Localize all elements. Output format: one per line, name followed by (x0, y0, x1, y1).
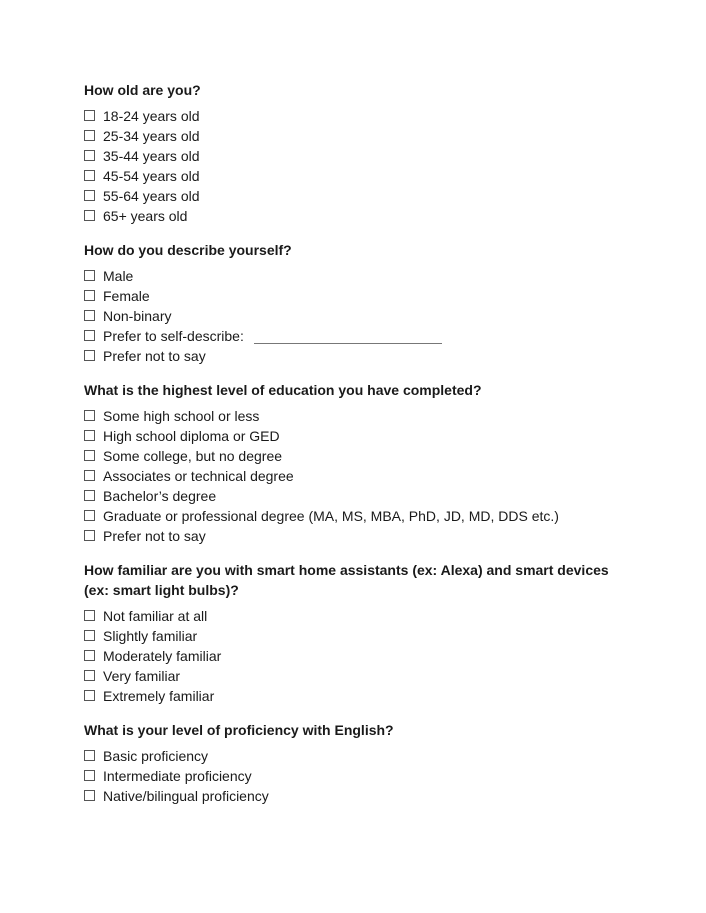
option-row (84, 426, 622, 446)
option-label: 55-64 years old (103, 188, 200, 204)
checkbox-unchecked-icon[interactable] (84, 750, 95, 761)
option-row (84, 346, 622, 366)
option-row (84, 686, 622, 706)
option-row (84, 326, 622, 346)
option-row (84, 606, 622, 626)
option-label: Prefer not to say (103, 528, 206, 544)
option-label: Basic proficiency (103, 748, 209, 764)
option-label: 25-34 years old (103, 128, 200, 144)
question-block (84, 560, 622, 706)
question-title: How old are you? (84, 82, 201, 98)
option-row (84, 406, 622, 426)
option-label: 45-54 years old (103, 168, 200, 184)
option-row (84, 766, 622, 786)
checkbox-unchecked-icon[interactable] (84, 650, 95, 661)
checkbox-unchecked-icon[interactable] (84, 330, 95, 341)
option-row (84, 206, 622, 226)
checkbox-unchecked-icon[interactable] (84, 130, 95, 141)
option-label: Slightly familiar (103, 628, 198, 644)
option-label: Associates or technical degree (103, 468, 294, 484)
checkbox-unchecked-icon[interactable] (84, 530, 95, 541)
checkbox-unchecked-icon[interactable] (84, 610, 95, 621)
checkbox-unchecked-icon[interactable] (84, 350, 95, 361)
option-row (84, 186, 622, 206)
question-title: How familiar are you with smart home assistants (ex: Alexa) and smart devices (ex: smart light bulbs)? (84, 562, 609, 598)
question-block (84, 80, 622, 226)
checkbox-unchecked-icon[interactable] (84, 470, 95, 481)
question-title: What is the highest level of education you have completed? (84, 382, 482, 398)
checkbox-unchecked-icon[interactable] (84, 110, 95, 121)
checkbox-unchecked-icon[interactable] (84, 690, 95, 701)
option-row (84, 486, 622, 506)
checkbox-unchecked-icon[interactable] (84, 510, 95, 521)
option-label: 35-44 years old (103, 148, 200, 164)
options (84, 266, 622, 366)
option-row (84, 786, 622, 806)
option-label: Prefer not to say (103, 348, 206, 364)
option-label: Some college, but no degree (103, 448, 283, 464)
option-row (84, 526, 622, 546)
option-label: Prefer to self-describe: (103, 328, 244, 344)
option-row (84, 446, 622, 466)
options (84, 406, 622, 546)
option-label: Very familiar (103, 668, 181, 684)
question-block (84, 720, 622, 806)
option-label: 65+ years old (103, 208, 188, 224)
option-label: Graduate or professional degree (MA, MS, MBA, PhD, JD, MD, DDS etc.) (103, 508, 559, 524)
checkbox-unchecked-icon[interactable] (84, 630, 95, 641)
checkbox-unchecked-icon[interactable] (84, 410, 95, 421)
option-label: Intermediate proficiency (103, 768, 252, 784)
option-row (84, 746, 622, 766)
option-row (84, 146, 622, 166)
option-label: Bachelor’s degree (103, 488, 217, 504)
option-row (84, 646, 622, 666)
option-label: Native/bilingual proficiency (103, 788, 269, 804)
checkbox-unchecked-icon[interactable] (84, 210, 95, 221)
survey-body (84, 80, 622, 806)
checkbox-unchecked-icon[interactable] (84, 790, 95, 801)
self-describe-blank-line[interactable] (254, 330, 442, 344)
option-label: Some high school or less (103, 408, 260, 424)
checkbox-unchecked-icon[interactable] (84, 670, 95, 681)
checkbox-unchecked-icon[interactable] (84, 270, 95, 281)
options (84, 606, 622, 706)
option-label: Male (103, 268, 134, 284)
option-row (84, 506, 622, 526)
option-label: Moderately familiar (103, 648, 222, 664)
option-row (84, 466, 622, 486)
option-row (84, 166, 622, 186)
checkbox-unchecked-icon[interactable] (84, 770, 95, 781)
checkbox-unchecked-icon[interactable] (84, 170, 95, 181)
checkbox-unchecked-icon[interactable] (84, 150, 95, 161)
options (84, 746, 622, 806)
checkbox-unchecked-icon[interactable] (84, 450, 95, 461)
option-label: Extremely familiar (103, 688, 215, 704)
option-label: Female (103, 288, 150, 304)
option-row (84, 106, 622, 126)
option-row (84, 286, 622, 306)
question-title: What is your level of proficiency with English? (84, 722, 394, 738)
options (84, 106, 622, 226)
option-row (84, 306, 622, 326)
checkbox-unchecked-icon[interactable] (84, 290, 95, 301)
question-block (84, 240, 622, 366)
checkbox-unchecked-icon[interactable] (84, 310, 95, 321)
option-row (84, 266, 622, 286)
option-row (84, 626, 622, 646)
question-block (84, 380, 622, 546)
question-title: How do you describe yourself? (84, 242, 292, 258)
option-label: Not familiar at all (103, 608, 208, 624)
option-label: High school diploma or GED (103, 428, 280, 444)
checkbox-unchecked-icon[interactable] (84, 190, 95, 201)
option-label: Non-binary (103, 308, 172, 324)
checkbox-unchecked-icon[interactable] (84, 490, 95, 501)
option-row (84, 126, 622, 146)
checkbox-unchecked-icon[interactable] (84, 430, 95, 441)
option-row (84, 666, 622, 686)
option-label: 18-24 years old (103, 108, 200, 124)
